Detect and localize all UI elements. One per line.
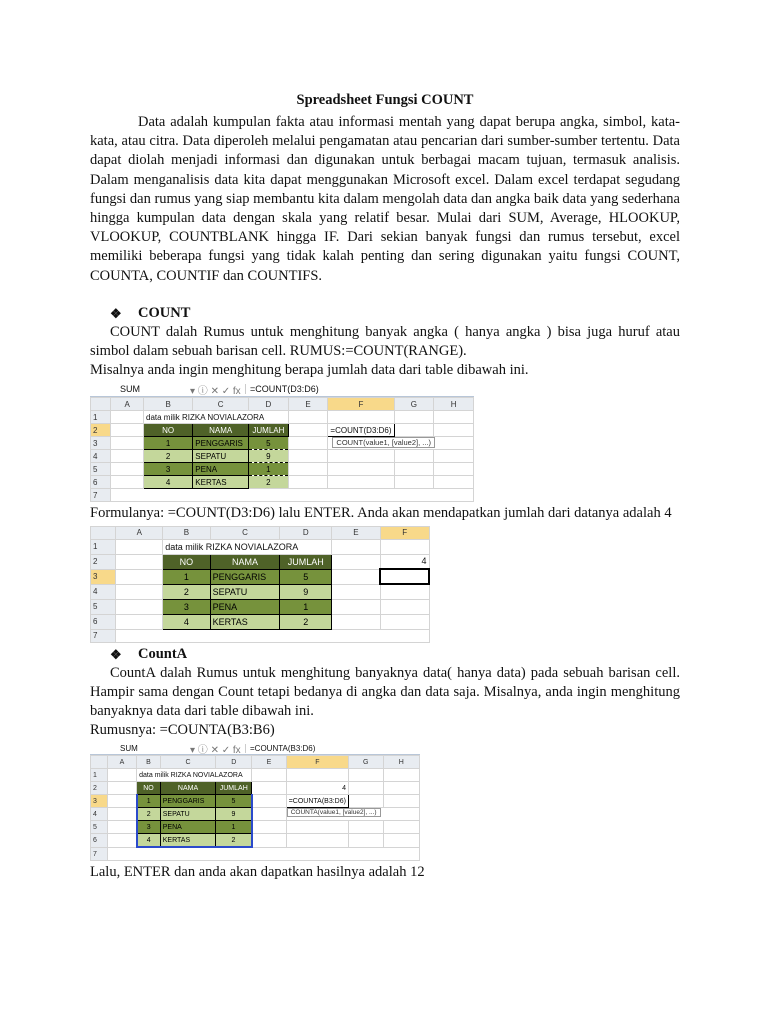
table-row[interactable]: 5 [280, 569, 332, 584]
table-row[interactable]: 4 [163, 614, 210, 629]
name-box[interactable]: SUM [120, 384, 140, 395]
cell[interactable] [111, 437, 144, 450]
table-row[interactable]: PENGGARIS [160, 795, 216, 808]
cell[interactable] [116, 554, 163, 569]
count-description: COUNT dalah Rumus untuk menghitung banyak angka ( hanya angka ) bisa juga huruf atau simbol dalam sebuah barisan cell. RUMUS:=COUNT(RANGE). [90, 323, 680, 360]
cell[interactable] [394, 476, 434, 489]
counta-result-text: Lalu, ENTER dan anda akan dapatkan hasilnya adalah 12 [90, 864, 425, 881]
table-row[interactable]: SEPATU [193, 450, 249, 463]
cell[interactable] [116, 539, 163, 554]
table-row[interactable]: PENGGARIS [193, 437, 249, 450]
cell[interactable] [380, 599, 429, 614]
row-header[interactable]: 5 [91, 463, 111, 476]
table-row[interactable]: 2 [137, 808, 161, 821]
table-row[interactable]: 1 [163, 569, 210, 584]
table-header-no[interactable]: NO [163, 554, 210, 569]
name-box[interactable]: SUM [120, 743, 138, 753]
table-header-nama[interactable]: NAMA [160, 782, 216, 795]
cell[interactable] [288, 476, 328, 489]
row-header[interactable]: 5 [91, 599, 116, 614]
formula-bar [90, 742, 420, 755]
table-row[interactable]: KERTAS [210, 614, 280, 629]
row-header[interactable]: 4 [91, 584, 116, 599]
cell[interactable] [348, 769, 383, 782]
table-row[interactable]: KERTAS [193, 476, 249, 489]
cell[interactable] [332, 584, 381, 599]
table-title-cell[interactable]: data milik RIZKA NOVIALAZORA [163, 539, 332, 554]
table-row[interactable]: PENA [193, 463, 249, 476]
table-row[interactable]: 2 [144, 450, 193, 463]
row-header[interactable]: 2 [91, 782, 108, 795]
col-header[interactable]: A [111, 398, 144, 411]
table-row[interactable]: 5 [216, 795, 252, 808]
table-row[interactable]: SEPATU [210, 584, 280, 599]
col-header[interactable]: F [328, 398, 394, 411]
count-result-text: Formulanya: =COUNT(D3:D6) lalu ENTER. Anda akan mendapatkan jumlah dari datanya adalah 4 [90, 505, 672, 522]
col-header[interactable]: C [210, 526, 280, 539]
table-title-cell[interactable]: data milik RIZKA NOVIALAZORA [137, 769, 252, 782]
cell[interactable] [380, 614, 429, 629]
row-header[interactable]: 7 [91, 847, 108, 861]
cell[interactable] [380, 584, 429, 599]
cell[interactable] [332, 599, 381, 614]
spreadsheet-grid [90, 397, 474, 502]
cell[interactable] [383, 821, 419, 834]
cell[interactable] [328, 411, 394, 424]
active-cell[interactable] [380, 569, 429, 584]
row-header[interactable]: 2 [91, 424, 111, 437]
table-row[interactable]: 3 [144, 463, 193, 476]
table-row[interactable]: KERTAS [160, 834, 216, 848]
row-header[interactable]: 1 [91, 769, 108, 782]
row-header[interactable]: 1 [91, 411, 111, 424]
row-header[interactable]: 6 [91, 614, 116, 629]
cell[interactable] [332, 614, 381, 629]
cell[interactable] [286, 769, 348, 782]
cell[interactable] [332, 554, 381, 569]
cell[interactable] [111, 489, 474, 502]
cell[interactable] [394, 424, 434, 437]
cell[interactable] [111, 476, 144, 489]
row-header[interactable]: 3 [91, 569, 116, 584]
cell[interactable] [383, 769, 419, 782]
corner-cell[interactable] [91, 526, 116, 539]
cell[interactable] [434, 476, 474, 489]
table-row[interactable]: 4 [137, 834, 161, 848]
result-cell[interactable]: 4 [286, 782, 348, 795]
col-header[interactable]: C [160, 756, 216, 769]
cell[interactable] [288, 424, 328, 437]
cell[interactable] [288, 450, 328, 463]
intro-paragraph: Data adalah kumpulan fakta atau informasi mentah yang dapat berupa angka, simbol, kata-kata, atau citra. Data diperoleh melalui pengamatan atau pencarian dari sumber-sumber tertentu. Data dapat diolah menjadi informasi dan digunakan untuk berbagai macam tujuan, termasuk analisis. Dalam menganalisis data kita dapat menggunakan Microsoft excel. Dalam excel terdapat segudang fungsi dan rumus yang siap membantu kita dalam mengolah data dan angka baik data yang sederhana hingga kumpulan data dengan skala yang relatif besar. Mulai dari SUM, Average, HLOOKUP, VLOOKUP, COUNTBLANK hingga IF. Dari sekian banyak fungsi dan rumus tersebut, excel memiliki beberapa fungsi yang tidak kalah penting dan sering digunakan yaitu fungsi COUNT, COUNTA, COUNTIF dan COUNTIFS. [90, 114, 680, 284]
cell[interactable] [394, 411, 434, 424]
table-row[interactable]: 2 [280, 614, 332, 629]
col-header[interactable]: H [383, 756, 419, 769]
corner-cell[interactable] [91, 756, 108, 769]
cell[interactable] [107, 782, 136, 795]
cell[interactable] [252, 834, 287, 848]
row-header[interactable]: 7 [91, 489, 111, 502]
cell[interactable] [348, 795, 383, 808]
active-formula-cell[interactable]: =COUNT(D3:D6) [328, 424, 394, 437]
col-header[interactable]: G [348, 756, 383, 769]
table-row[interactable]: PENA [160, 821, 216, 834]
table-header-no[interactable]: NO [137, 782, 161, 795]
counta-heading: ❖ CountA [90, 645, 680, 664]
cell[interactable] [288, 437, 328, 450]
cell[interactable] [394, 463, 434, 476]
table-row[interactable]: 9 [280, 584, 332, 599]
col-header[interactable]: G [394, 398, 434, 411]
row-header[interactable]: 6 [91, 476, 111, 489]
cell[interactable] [286, 834, 348, 848]
row-header[interactable]: 3 [91, 795, 108, 808]
counta-formula-screenshot [90, 742, 420, 861]
cell[interactable] [111, 424, 144, 437]
row-header[interactable]: 7 [91, 629, 116, 642]
cell[interactable] [383, 782, 419, 795]
cell[interactable] [332, 539, 381, 554]
table-header-jumlah[interactable]: JUMLAH [216, 782, 252, 795]
corner-cell[interactable] [91, 398, 111, 411]
count-formula-screenshot [90, 382, 474, 502]
row-header[interactable]: 4 [91, 808, 108, 821]
page-title: Spreadsheet Fungsi COUNT [296, 92, 474, 108]
table-row[interactable]: 3 [137, 821, 161, 834]
cell[interactable] [383, 834, 419, 848]
table-row[interactable]: 1 [216, 821, 252, 834]
row-header[interactable]: 3 [91, 437, 111, 450]
cell[interactable] [434, 424, 474, 437]
function-tooltip: COUNTA(value1, [value2], ...) [287, 808, 381, 817]
col-header[interactable]: B [163, 526, 210, 539]
cell[interactable] [380, 539, 429, 554]
cell[interactable] [288, 411, 328, 424]
formula-bar-icons: ▾ ⓘ ✕ ✓ fx [190, 385, 241, 397]
cell[interactable] [434, 463, 474, 476]
table-title-cell[interactable]: data milik RIZKA NOVIALAZORA [144, 411, 289, 424]
cell[interactable] [107, 834, 136, 848]
cell[interactable] [288, 463, 328, 476]
row-header[interactable]: 1 [91, 539, 116, 554]
cell[interactable] [434, 411, 474, 424]
col-header[interactable]: F [286, 756, 348, 769]
table-row[interactable]: 1 [137, 795, 161, 808]
cell[interactable] [328, 437, 474, 450]
count-result-screenshot [90, 526, 430, 643]
table-row[interactable]: SEPATU [160, 808, 216, 821]
table-row[interactable]: 5 [249, 437, 289, 450]
table-row[interactable]: 1 [249, 463, 289, 476]
cell[interactable] [348, 834, 383, 848]
table-row[interactable]: 9 [216, 808, 252, 821]
col-header[interactable]: D [280, 526, 332, 539]
cell[interactable] [116, 569, 163, 584]
table-header-nama[interactable]: NAMA [210, 554, 280, 569]
active-formula-cell[interactable]: =COUNTA(B3:D6) [286, 795, 348, 808]
cell[interactable] [107, 808, 136, 821]
col-header[interactable]: B [137, 756, 161, 769]
col-header[interactable]: E [332, 526, 381, 539]
cell[interactable] [116, 629, 429, 642]
table-row[interactable]: 1 [280, 599, 332, 614]
table-row[interactable]: PENGGARIS [210, 569, 280, 584]
table-row[interactable]: 3 [163, 599, 210, 614]
col-header[interactable]: C [193, 398, 249, 411]
cell[interactable] [348, 782, 383, 795]
table-row[interactable]: 4 [144, 476, 193, 489]
counta-formula-text: Rumusnya: =COUNTA(B3:B6) [90, 722, 275, 739]
cell[interactable] [328, 476, 394, 489]
document-page [90, 92, 680, 883]
col-header[interactable]: E [252, 756, 287, 769]
table-header-jumlah[interactable]: JUMLAH [249, 424, 289, 437]
cell[interactable] [348, 821, 383, 834]
col-header[interactable]: F [380, 526, 429, 539]
cell[interactable] [116, 584, 163, 599]
col-header[interactable]: E [288, 398, 328, 411]
formula-input[interactable]: =COUNTA(B3:D6) [245, 744, 315, 753]
cell[interactable] [252, 782, 287, 795]
count-example-text: Misalnya anda ingin menghitung berapa jumlah data dari table dibawah ini. [90, 362, 529, 379]
spreadsheet-grid [90, 755, 420, 861]
cell[interactable] [252, 821, 287, 834]
table-row[interactable]: 9 [249, 450, 289, 463]
cell[interactable] [107, 847, 419, 861]
table-row[interactable]: PENA [210, 599, 280, 614]
cell[interactable] [111, 450, 144, 463]
cell[interactable] [383, 795, 419, 808]
cell[interactable] [107, 769, 136, 782]
table-row[interactable]: 1 [144, 437, 193, 450]
cell[interactable] [286, 821, 348, 834]
cell[interactable] [286, 808, 419, 821]
row-header[interactable]: 4 [91, 450, 111, 463]
formula-bar [90, 382, 474, 397]
cell[interactable] [116, 614, 163, 629]
row-header[interactable]: 2 [91, 554, 116, 569]
cell[interactable] [394, 450, 434, 463]
cell[interactable] [252, 808, 287, 821]
formula-input[interactable]: =COUNT(D3:D6) [245, 384, 319, 394]
cell[interactable] [107, 795, 136, 808]
col-header[interactable]: A [107, 756, 136, 769]
result-cell[interactable]: 4 [380, 554, 429, 569]
table-row[interactable]: 2 [249, 476, 289, 489]
table-row[interactable]: 2 [163, 584, 210, 599]
col-header[interactable]: D [249, 398, 289, 411]
formula-bar-icons: ▾ ⓘ ✕ ✓ fx [190, 744, 241, 756]
table-header-jumlah[interactable]: JUMLAH [280, 554, 332, 569]
cell[interactable] [116, 599, 163, 614]
col-header[interactable]: B [144, 398, 193, 411]
cell[interactable] [252, 795, 287, 808]
cell[interactable] [111, 463, 144, 476]
cell[interactable] [328, 450, 394, 463]
col-header[interactable]: A [116, 526, 163, 539]
cell[interactable] [252, 769, 287, 782]
row-header[interactable]: 6 [91, 834, 108, 848]
function-tooltip: COUNT(value1, [value2], ...) [332, 437, 435, 448]
cell[interactable] [434, 450, 474, 463]
counta-description: CountA dalah Rumus untuk menghitung banyaknya data( hanya data) pada sebuah barisan cell. Hampir sama dengan Count tetapi bedanya di angka dan data saja. Misalnya, anda ingin menghitung banyaknya data dari table dibawah ini. [90, 664, 680, 720]
table-header-nama[interactable]: NAMA [193, 424, 249, 437]
diamond-bullet-icon: ❖ [110, 305, 122, 321]
row-header[interactable]: 5 [91, 821, 108, 834]
col-header[interactable]: H [434, 398, 474, 411]
table-row[interactable]: 2 [216, 834, 252, 848]
cell[interactable] [111, 411, 144, 424]
diamond-bullet-icon: ❖ [110, 646, 122, 662]
table-header-no[interactable]: NO [144, 424, 193, 437]
cell[interactable] [332, 569, 381, 584]
cell[interactable] [328, 463, 394, 476]
col-header[interactable]: D [216, 756, 252, 769]
count-heading: ❖ COUNT [90, 304, 680, 323]
spreadsheet-grid [90, 526, 430, 643]
cell[interactable] [107, 821, 136, 834]
